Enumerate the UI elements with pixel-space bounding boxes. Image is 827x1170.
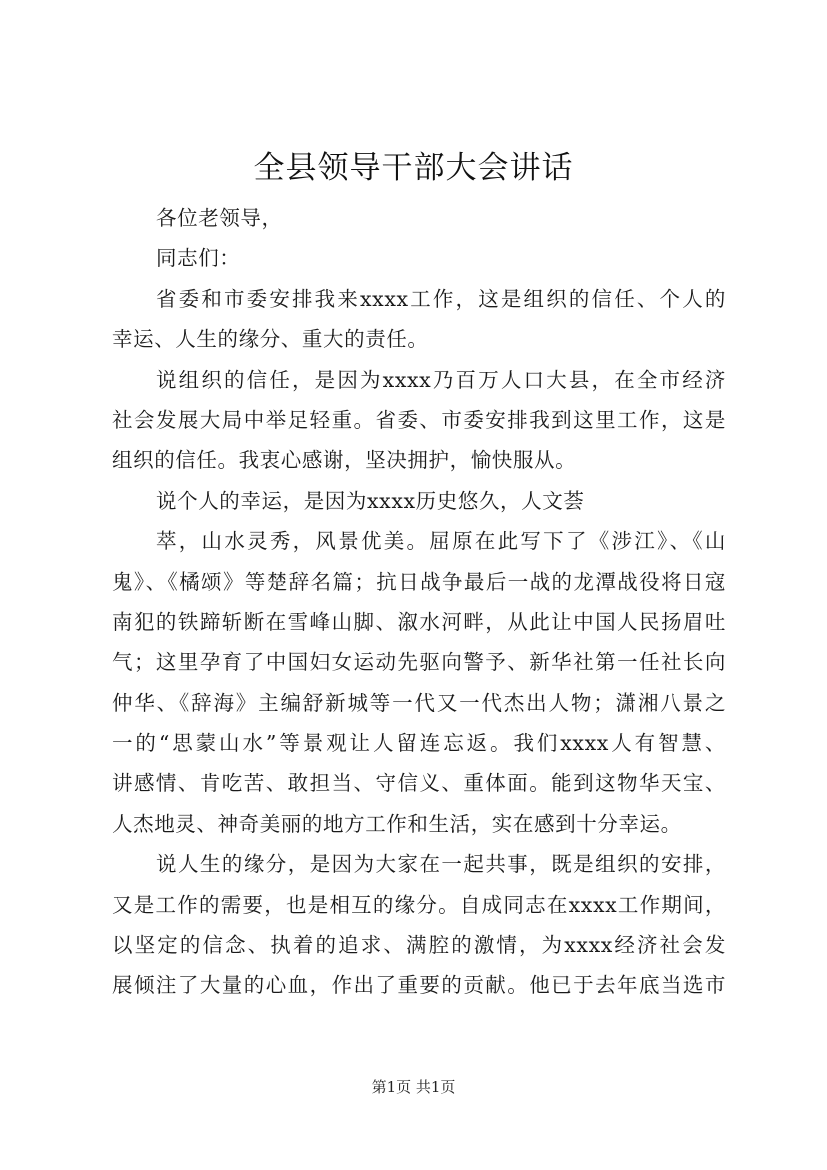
body-text-line: 各位老领导， xyxy=(156,206,283,230)
body-text-line: 讲感情、肯吃苦、敢担当、守信义、重体面。能到这物华天宝、 xyxy=(112,771,726,796)
document-title: 全县领导干部大会讲话 xyxy=(253,150,574,186)
document-body xyxy=(112,198,726,1006)
body-text-line: 幸运、人生的缘分、重大的责任。 xyxy=(112,327,429,352)
body-text-line: 仲华、《辞海》主编舒新城等一代又一代杰出人物；潇湘八景之 xyxy=(112,690,726,715)
body-text-line: 一的“思蒙山水”等景观让人留连忘返。我们xxxx人有智慧、 xyxy=(112,731,726,756)
body-text-line: 以坚定的信念、执着的追求、满腔的激情，为xxxx经济社会发 xyxy=(112,933,726,958)
body-text-line: 说个人的幸运，是因为xxxx历史悠久，人文荟 xyxy=(156,488,585,513)
body-text-line: 说组织的信任，是因为xxxx乃百万人口大县，在全市经济 xyxy=(156,367,726,392)
body-text-line: 社会发展大局中举足轻重。省委、市委安排我到这里工作，这是 xyxy=(112,407,726,432)
body-text-line: 组织的信任。我衷心感谢，坚决拥护，愉快服从。 xyxy=(112,448,577,473)
body-text-line: 人杰地灵、神奇美丽的地方工作和生活，实在感到十分幸运。 xyxy=(112,811,682,836)
body-text-line: 鬼》、《橘颂》等楚辞名篇；抗日战争最后一战的龙潭战役将日寇 xyxy=(112,569,726,594)
body-text-line: 又是工作的需要，也是相互的缘分。自成同志在xxxx工作期间， xyxy=(112,892,726,917)
body-text-line: 说人生的缘分，是因为大家在一起共事，既是组织的安排， xyxy=(156,852,726,877)
body-text-line: 气；这里孕育了中国妇女运动先驱向警予、新华社第一任社长向 xyxy=(112,650,726,675)
body-text-line: 展倾注了大量的心血，作出了重要的贡献。他已于去年底当选市 xyxy=(112,973,726,998)
body-text-line: 萃，山水灵秀，风景优美。屈原在此写下了《涉江》、《山 xyxy=(156,529,726,554)
body-text-line: 南犯的铁蹄斩断在雪峰山脚、溆水河畔，从此让中国人民扬眉吐 xyxy=(112,609,726,634)
body-text-line: 省委和市委安排我来xxxx工作，这是组织的信任、个人的 xyxy=(156,286,726,311)
body-text-line: 同志们： xyxy=(156,246,241,271)
page-footer: 第1页 共1页 xyxy=(371,1078,456,1096)
